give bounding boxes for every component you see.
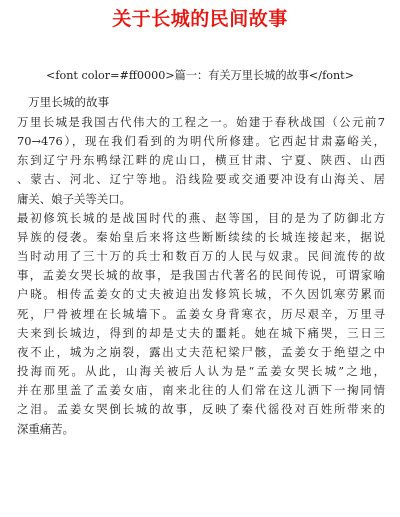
body-line: 当时动用了三十万的兵士和数百万的人民与奴隶。民间流传的故 — [17, 249, 385, 264]
body-line: 70→476），现在我们看到的为明代所修建。它西起甘肃嘉峪关， — [17, 134, 385, 149]
section-subheading: 万里长城的故事 — [28, 95, 110, 109]
body-line: 并在那里盖了孟姜女庙，南来北往的人们常在这儿洒下一掬同情 — [17, 383, 385, 398]
body-line: 异族的侵袭。秦始皇后来将这些断断续续的长城连接起来，据说 — [17, 229, 385, 244]
body-line: 最初修筑长城的是战国时代的燕、赵等国，目的是为了防御北方 — [17, 210, 385, 225]
article-body — [17, 113, 385, 439]
body-line: 死，尸骨被埋在长城墙下。孟姜女身背寒衣，历尽艰辛，万里寻 — [17, 306, 385, 321]
body-line: 、蒙古、河北、辽宁等地。沿线险要或交通要冲设有山海关、居 — [17, 172, 385, 187]
article-heading-markup: <font color=#ff0000>篇一：有关万里长城的故事</font> — [45, 69, 355, 82]
document-title: 关于长城的民间故事 — [112, 8, 288, 30]
body-line: 户晓。相传孟姜女的丈夫被迫出发修筑长城，不久因饥寒劳累而 — [17, 287, 385, 302]
body-line: 之泪。孟姜女哭倒长城的故事，反映了秦代徭役对百姓所带来的 — [17, 402, 385, 417]
body-line: 东到辽宁丹东鸭绿江畔的虎山口，横亘甘肃、宁夏、陕西、山西 — [17, 153, 385, 168]
body-line: 深重痛苦。 — [17, 421, 74, 436]
body-line: 万里长城是我国古代伟大的工程之一。始建于春秋战国（公元前7 — [17, 115, 385, 129]
body-line: 投海而死。从此，山海关被后人认为是“孟姜女哭长城”之地， — [17, 364, 385, 379]
body-line: 夫来到长城边，得到的却是丈夫的噩耗。她在城下痛哭，三日三 — [17, 325, 385, 340]
body-line: 庸关、娘子关等关口。 — [17, 191, 131, 206]
body-line: 事，孟姜女哭长城的故事，是我国古代著名的民间传说，可谓家喻 — [17, 268, 385, 283]
body-line: 夜不止，城为之崩裂，露出丈夫范杞梁尸骸，孟姜女于绝望之中 — [17, 344, 385, 359]
